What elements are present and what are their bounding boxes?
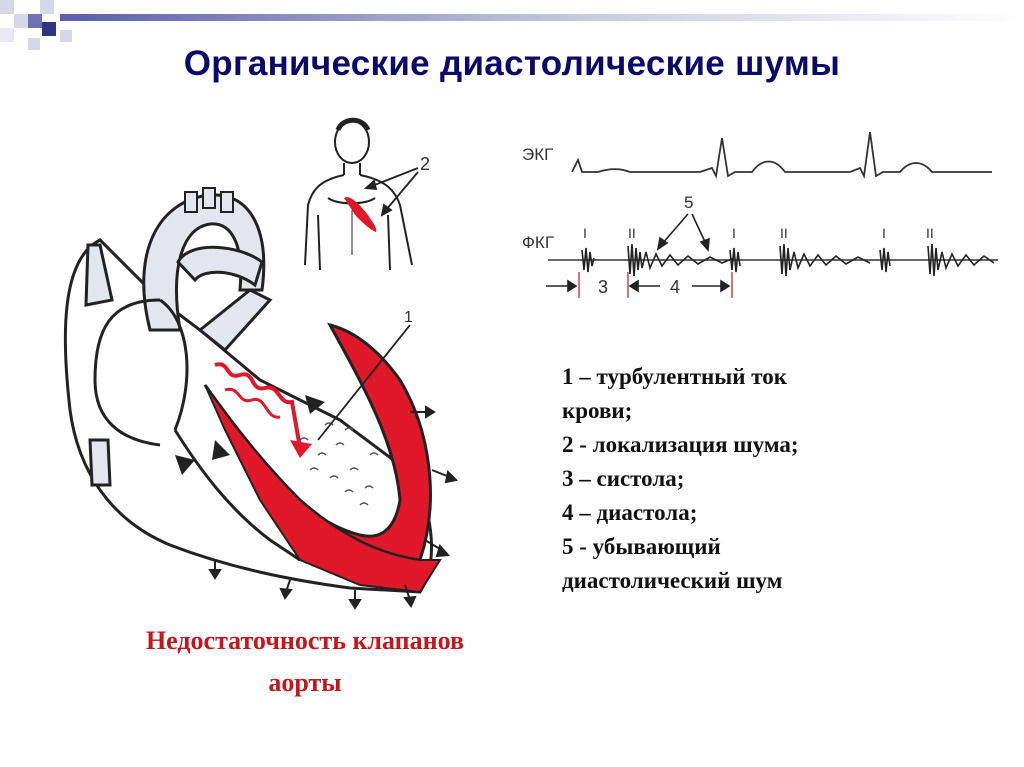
inferior-vena-cava — [90, 440, 110, 485]
pcg-label: ФКГ — [522, 233, 555, 252]
legend-item: 2 - локализация шума; — [562, 432, 799, 457]
figure-caption — [70, 620, 540, 704]
callout-5-label: 5 — [684, 193, 694, 212]
pcg-trace — [522, 193, 998, 276]
sound-mark-s1: I — [882, 225, 886, 241]
caption-line: Недостаточность клапанов — [145, 626, 465, 655]
legend-item: 5 - убывающий — [562, 534, 721, 559]
sound-mark-s2: II — [780, 225, 788, 241]
legend-item: 1 – турбулентный ток — [562, 364, 787, 389]
callout-2-label: 2 — [420, 154, 431, 174]
callout-1-label: 1 — [404, 309, 413, 326]
diastole-marker: 4 — [670, 277, 681, 297]
legend-item: крови; — [562, 398, 633, 423]
sound-mark-s2: II — [628, 225, 636, 241]
caption-line: аорты — [268, 668, 342, 697]
systole-marker: 3 — [598, 277, 609, 297]
torso-figure — [305, 120, 412, 270]
legend-item: 4 – диастола; — [562, 500, 698, 525]
heart-illustration — [65, 188, 456, 608]
legend-item: диастолический шум — [562, 568, 783, 593]
timing-markers — [546, 272, 732, 298]
legend — [562, 360, 799, 598]
slide-title: Органические диастолические шумы — [183, 44, 841, 83]
legend-item: 3 – систола; — [562, 466, 685, 491]
sound-mark-s1: I — [732, 225, 736, 241]
ecg-label: ЭКГ — [522, 145, 554, 164]
ecg-trace — [522, 132, 992, 176]
sound-mark-s2: II — [926, 225, 934, 241]
sound-mark-s1: I — [583, 225, 587, 241]
